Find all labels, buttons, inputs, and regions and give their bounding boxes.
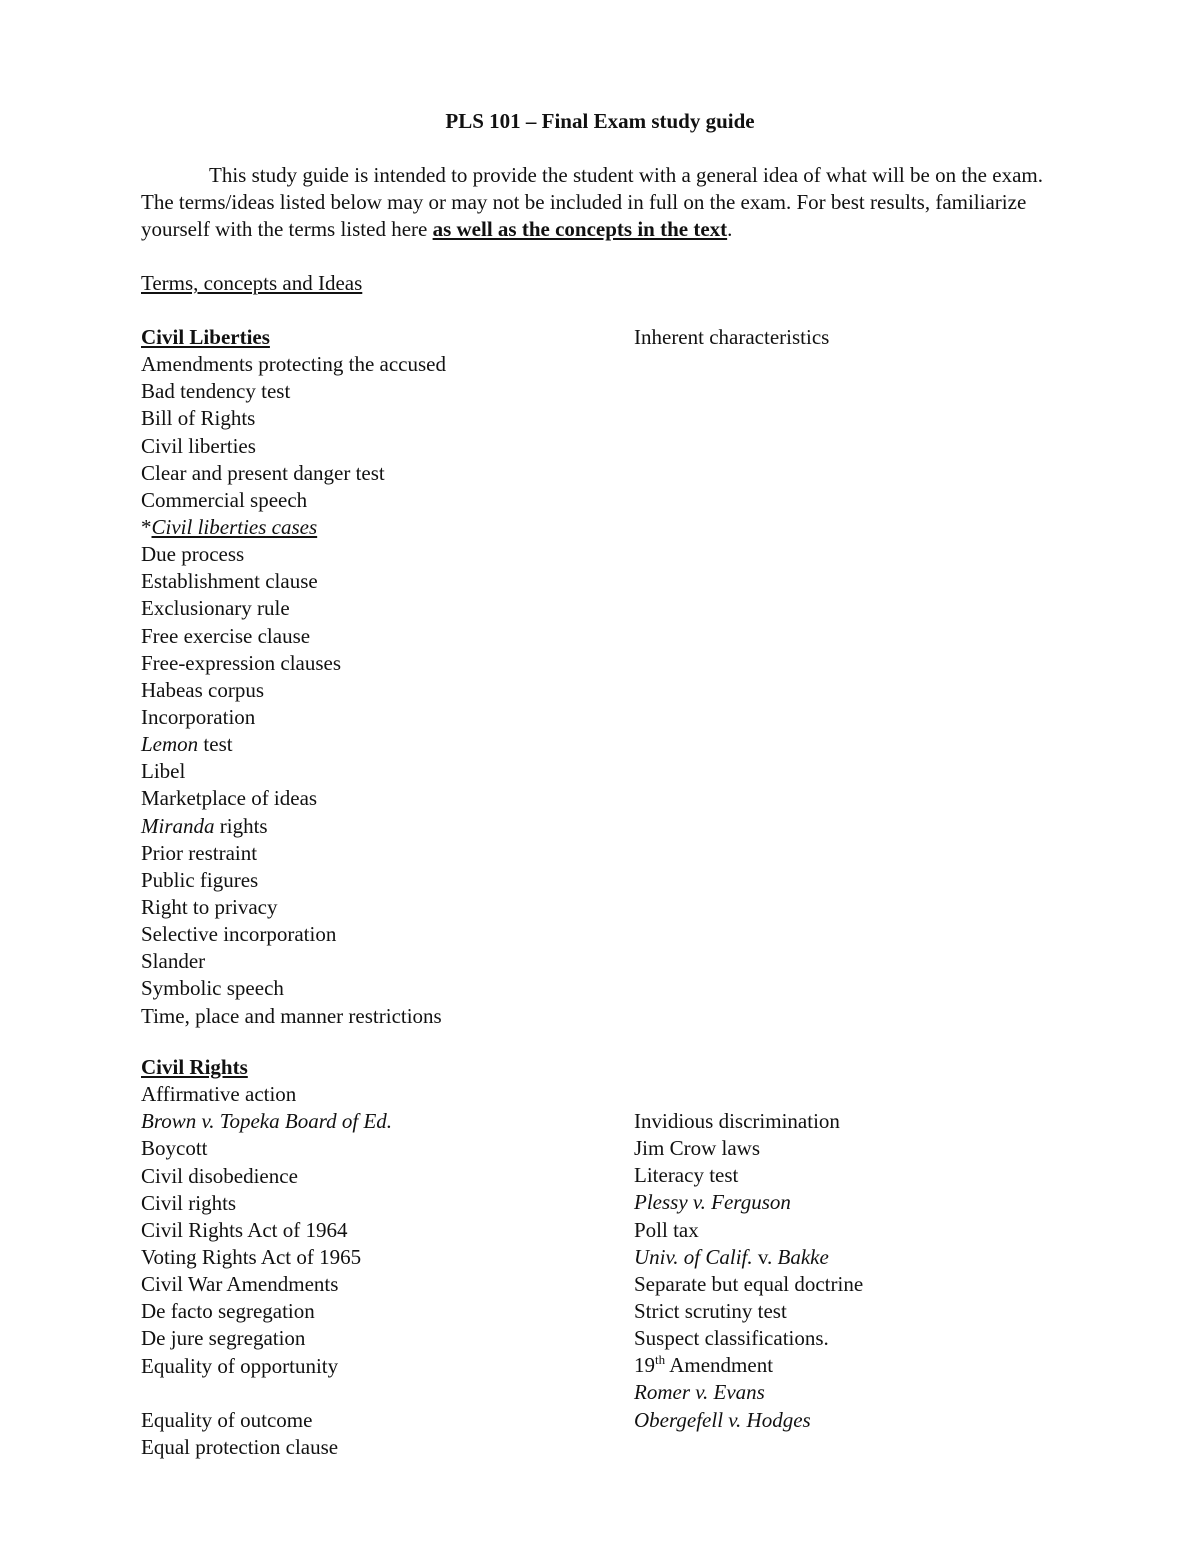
list-item: Separate but equal doctrine (634, 1271, 864, 1296)
intro-period: . (727, 217, 733, 242)
term-suffix: rights (214, 813, 268, 838)
list-item: Establishment clause (141, 569, 318, 594)
list-item: Civil War Amendments (141, 1272, 339, 1297)
list-item: Civil Rights Act of 1964 (141, 1217, 348, 1242)
list-item: Slander (141, 949, 206, 974)
list-item: Due process (141, 542, 245, 567)
list-item: Inherent characteristics (634, 325, 830, 349)
list-item: Plessy v. Ferguson (634, 1190, 791, 1215)
list-item: Selective incorporation (141, 922, 337, 947)
page-title: PLS 101 – Final Exam study guide (445, 109, 755, 133)
list-item: Commercial speech (141, 487, 308, 512)
list-item: Libel (141, 759, 186, 784)
civil-liberties-right-list (634, 324, 829, 351)
list-item (141, 813, 446, 840)
list-item: Symbolic speech (141, 976, 284, 1001)
list-item: Brown v. Topeka Board of Ed. (141, 1109, 393, 1134)
civil-rights-right-list (634, 1108, 863, 1434)
list-item: Marketplace of ideas (141, 786, 318, 811)
asterisk: * (141, 514, 152, 539)
list-item: Bad tendency test (141, 379, 291, 404)
list-item: Voting Rights Act of 1965 (141, 1244, 362, 1269)
list-item: Poll tax (634, 1217, 699, 1242)
list-item: Clear and present danger test (141, 460, 385, 485)
list-item: Equal protection clause (141, 1434, 339, 1459)
list-item: Suspect classifications. (634, 1326, 829, 1351)
list-item: Civil liberties (141, 433, 256, 458)
blank-line (141, 1380, 392, 1407)
list-item: Literacy test (634, 1163, 739, 1188)
list-item: De facto segregation (141, 1299, 315, 1324)
list-item: Free exercise clause (141, 623, 311, 648)
list-item: Equality of opportunity (141, 1353, 339, 1378)
civil-liberties-cases: Civil liberties cases (151, 514, 318, 539)
term-suffix: test (198, 732, 233, 757)
list-item: De jure segregation (141, 1326, 306, 1351)
list-item: Free-expression clauses (141, 650, 342, 675)
list-item: Right to privacy (141, 894, 278, 919)
list-item: Time, place and manner restrictions (141, 1003, 442, 1028)
list-item: Bill of Rights (141, 406, 256, 431)
list-item: Incorporation (141, 704, 256, 729)
list-item: Habeas corpus (141, 677, 265, 702)
list-item: Amendments protecting the accused (141, 352, 446, 377)
list-item: Invidious discrimination (634, 1109, 840, 1133)
terms-heading: Terms, concepts and Ideas (141, 271, 363, 295)
case-party: Bakke (777, 1244, 829, 1269)
list-item: Affirmative action (141, 1082, 297, 1107)
list-item: Romer v. Evans (634, 1380, 765, 1405)
civil-liberties-heading: Civil Liberties (141, 325, 270, 349)
list-item (634, 1352, 863, 1379)
case-versus: v. (752, 1244, 778, 1269)
civil-liberties-list (141, 324, 446, 1030)
intro-emphasis: as well as the concepts in the text (432, 217, 728, 242)
list-item: Jim Crow laws (634, 1136, 760, 1161)
intro-paragraph (141, 162, 1071, 244)
list-item: Civil rights (141, 1190, 237, 1215)
list-item: Equality of outcome (141, 1407, 313, 1432)
list-item: Civil disobedience (141, 1163, 298, 1188)
amendment-number: 19 (634, 1353, 655, 1378)
list-item: Boycott (141, 1136, 208, 1161)
list-item: Strict scrutiny test (634, 1298, 787, 1323)
amendment-word: Amendment (665, 1353, 774, 1378)
list-item (141, 514, 446, 541)
list-item: Exclusionary rule (141, 596, 290, 621)
intro-text: This study guide is intended to provide the student with a general idea of what will be on the exam. The terms/ideas listed below may or may not be included in full on the exam. For best results, familiarize yourself with the terms listed here (141, 163, 1043, 242)
case-name: Lemon (141, 732, 199, 757)
list-item: Prior restraint (141, 840, 258, 865)
list-item: Public figures (141, 867, 259, 892)
civil-rights-list (141, 1054, 392, 1461)
list-item (141, 731, 446, 758)
case-party: Univ. of Calif. (634, 1244, 753, 1269)
civil-rights-heading: Civil Rights (141, 1055, 248, 1079)
list-item (634, 1244, 863, 1271)
case-name: Miranda (141, 813, 215, 838)
ordinal-suffix: th (655, 1352, 666, 1368)
list-item: Obergefell v. Hodges (634, 1407, 811, 1432)
